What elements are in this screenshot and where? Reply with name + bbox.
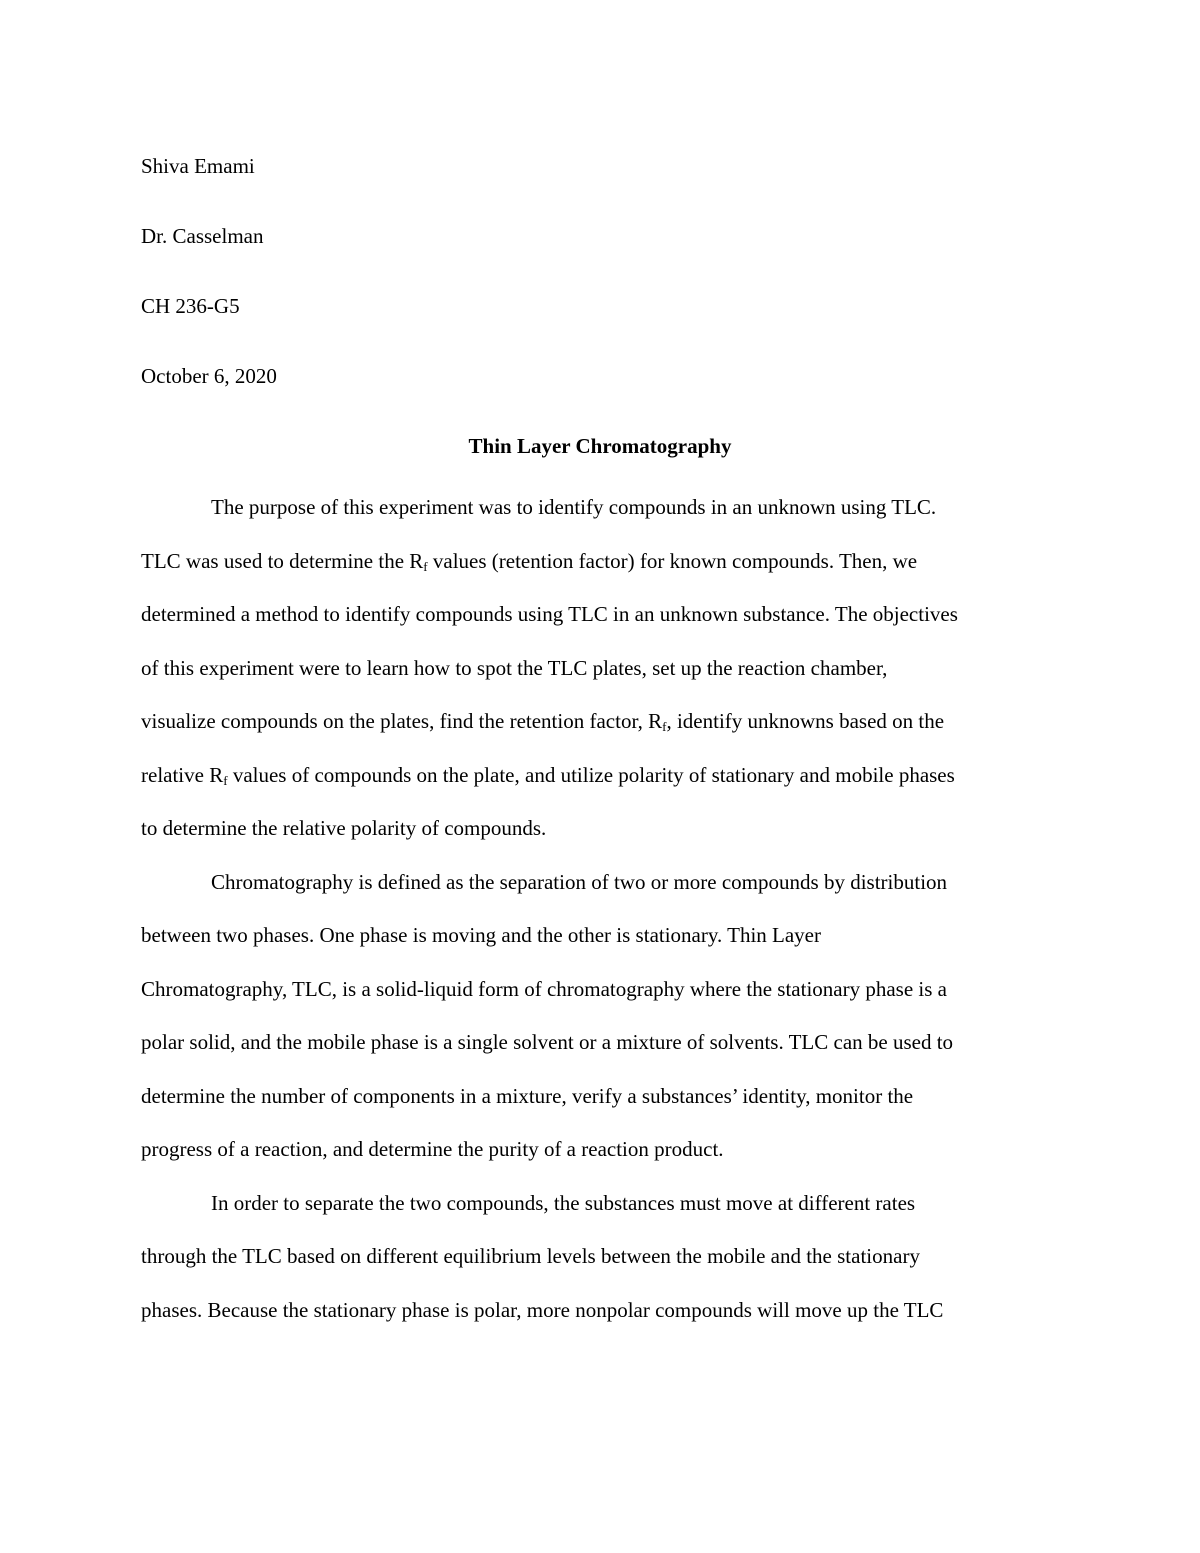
text-line: determined a method to identify compounds using TLC in an unknown substance. The objectives xyxy=(141,602,958,626)
text-line: The purpose of this experiment was to identify compounds in an unknown using TLC. xyxy=(211,495,937,519)
instructor-name: Dr. Casselman xyxy=(141,224,264,248)
text-line: polar solid, and the mobile phase is a single solvent or a mixture of solvents. TLC can be used to xyxy=(141,1030,954,1054)
subscript: f xyxy=(423,558,428,574)
text-line: Chromatography, TLC, is a solid-liquid form of chromatography where the stationary phase is a xyxy=(141,976,947,1001)
text-line: Chromatography is defined as the separation of two or more compounds by distribution xyxy=(211,869,948,894)
document-body xyxy=(141,131,1059,1337)
text-line: progress of a reaction, and determine the purity of a reaction product. xyxy=(141,1137,724,1161)
text-line: to determine the relative polarity of compounds. xyxy=(141,816,547,840)
paragraph-separation xyxy=(141,1177,1059,1338)
document-date: October 6, 2020 xyxy=(141,364,277,388)
paragraph-chromatography-definition xyxy=(141,856,1059,1177)
text-line: In order to separate the two compounds, the substances must move at different rates xyxy=(211,1190,916,1215)
text-line: determine the number of components in a mixture, verify a substances’ identity, monitor the xyxy=(141,1083,914,1108)
subscript: f xyxy=(662,719,667,734)
text-line: of this experiment were to learn how to spot the TLC plates, set up the reaction chamber, xyxy=(141,655,888,680)
text-line: TLC was used to determine the $R_f$ values (retention factor) for known compounds. Then, we xyxy=(141,548,918,574)
text-line: relative $R_f$ values of compounds on the plate, and utilize polarity of stationary and mobile phases xyxy=(141,762,955,788)
document-title: Thin Layer Chromatography xyxy=(468,434,732,458)
subscript: f xyxy=(223,772,228,788)
course-code: CH 236-G5 xyxy=(141,294,240,318)
text-line: visualize compounds on the plates, find the retention factor, $R_f$, identify unknowns based on the xyxy=(141,709,945,734)
author-name: Shiva Emami xyxy=(141,154,255,178)
text-line: between two phases. One phase is moving and the other is stationary. Thin Layer xyxy=(141,923,821,947)
paragraph-purpose xyxy=(141,481,1059,856)
text-line: phases. Because the stationary phase is polar, more nonpolar compounds will move up the TLC xyxy=(141,1297,944,1322)
text-line: through the TLC based on different equilibrium levels between the mobile and the stationary xyxy=(141,1244,920,1268)
